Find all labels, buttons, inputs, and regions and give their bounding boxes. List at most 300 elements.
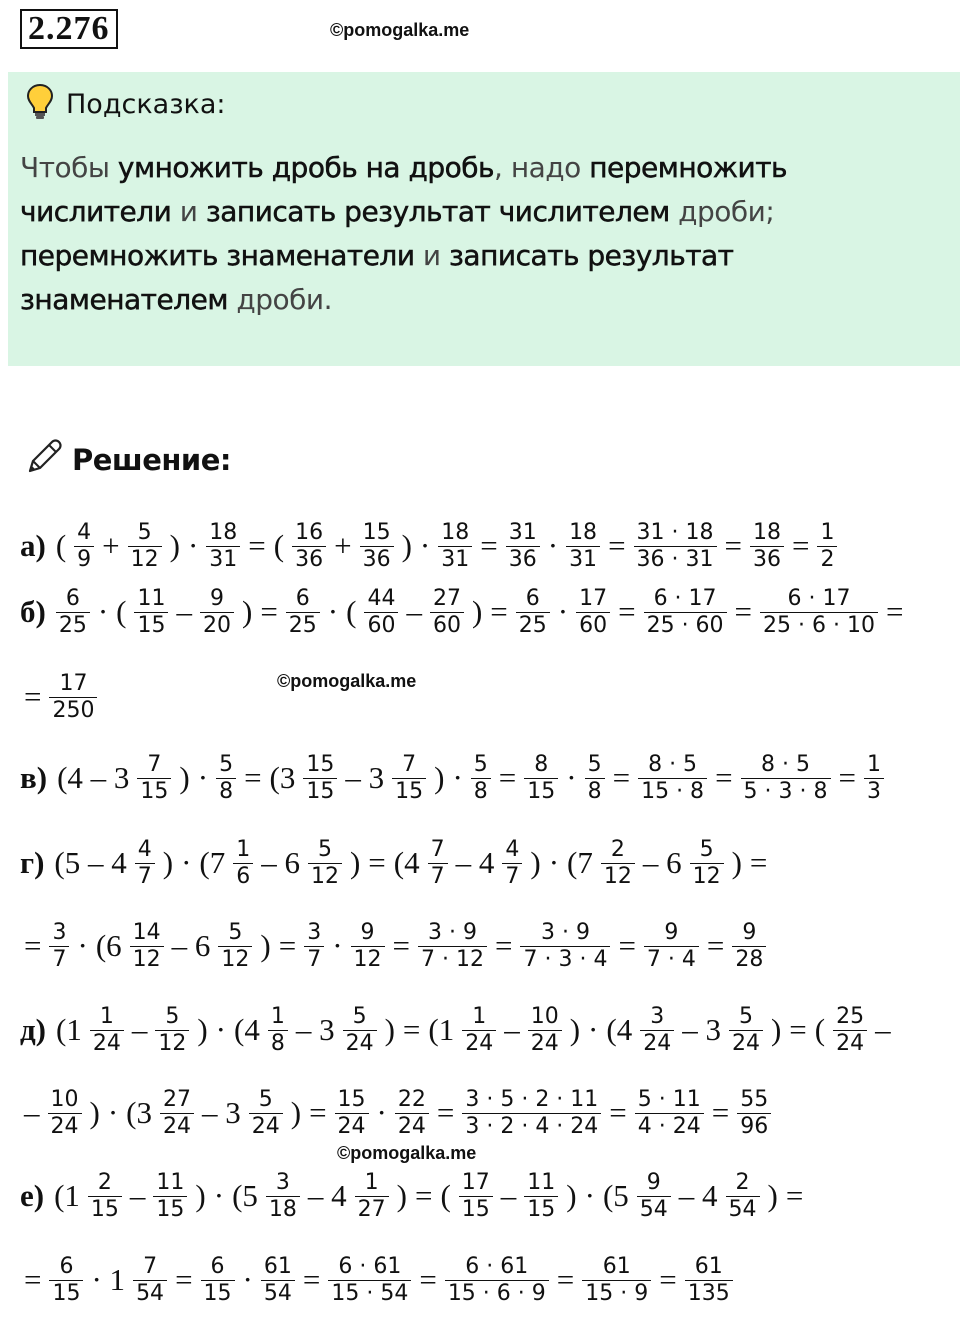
math-token: · [97,594,109,629]
numerator: 8 · 5 [648,751,698,777]
fraction [360,520,394,573]
fraction [49,920,69,973]
math-token: = [402,1012,421,1047]
numerator: 27 [432,585,461,611]
numerator: 6 · 17 [653,585,717,611]
numerator: 17 [579,585,608,611]
denominator: 24 [160,1113,194,1140]
fraction [506,520,540,573]
denominator: 24 [833,1030,867,1057]
math-token: ) [384,1012,395,1047]
denominator: 7 [428,863,448,890]
denominator: 15 · 9 [582,1280,651,1307]
denominator: 25 [56,612,90,639]
numerator: 3 · 9 [540,919,590,945]
math-token: – [24,1095,40,1130]
fraction [135,837,155,890]
numerator: 3 [650,1003,665,1029]
fraction [644,586,727,639]
numerator: 1 [820,519,835,545]
math-token: (4 [393,845,420,880]
numerator: 5 [699,836,714,862]
math-token: · [419,528,431,563]
math-token: ) [349,845,361,880]
denominator: 8 [471,778,491,805]
fraction [292,520,326,573]
fraction [130,920,164,973]
hint-segment: и [171,195,206,228]
math-token: (7 [199,845,226,880]
denominator: 15 [134,612,168,639]
math-token: – 4 [307,1178,347,1213]
numerator: 5 [258,1086,273,1112]
fraction [817,520,837,573]
math-token: · [584,1178,595,1213]
math-token: · 1 [91,1262,126,1297]
solution-line [20,665,101,729]
math-token: = [885,594,904,629]
numerator: 7 [143,1253,158,1279]
math-token: = [785,1178,804,1213]
math-token: = [838,760,856,795]
math-token: – 6 [261,845,300,880]
solution-line [20,580,907,644]
denominator: 24 [462,1030,496,1057]
numerator: 15 [337,1086,366,1112]
math-token: = [302,1262,321,1297]
numerator: 3 · 5 · 2 · 11 [465,1086,599,1112]
fraction [428,837,448,890]
fraction [741,752,831,805]
fraction [566,520,600,573]
numerator: 18 [441,519,470,545]
numerator: 17 [461,1169,490,1195]
numerator: 27 [162,1086,191,1112]
denominator: 9 [74,546,94,573]
fraction [308,837,342,890]
denominator: 15 [137,778,171,805]
math-token: ) [566,1178,577,1213]
numerator: 55 [740,1086,769,1112]
fraction [160,1087,194,1140]
numerator: 5 [473,751,488,777]
fraction [418,920,487,973]
denominator: 24 [249,1113,283,1140]
fraction [528,1004,562,1057]
hint-emphasis: умножить дробь на дробь [117,151,495,184]
math-token: · [213,1178,225,1213]
math-token: – [500,1178,517,1213]
math-token: + [334,528,352,563]
math-token: = [706,928,725,963]
denominator: 15 · 54 [328,1280,411,1307]
denominator: 7 · 3 · 4 [520,946,610,973]
math-token: = [734,594,753,629]
denominator: 3 [864,778,884,805]
math-token: ) [770,1012,782,1047]
denominator: 5 · 3 · 8 [741,778,831,805]
fraction [206,520,240,573]
fraction [90,1004,124,1057]
math-token: · [547,528,559,563]
math-token: = [392,928,411,963]
numerator: 4 [77,519,92,545]
math-token: – 4 [455,845,495,880]
denominator: 7 [49,946,69,973]
numerator: 1 [866,751,881,777]
numerator: 18 [753,519,781,545]
watermark: ©pomogalka.me [337,1143,477,1163]
denominator: 12 [218,946,252,973]
denominator: 15 [153,1196,187,1223]
math-token: = [309,1095,327,1130]
denominator: 6 [233,863,253,890]
denominator: 54 [726,1196,760,1223]
numerator: 9 [360,919,375,945]
denominator: 24 [729,1030,763,1057]
item-label: а) [20,528,46,563]
fraction [218,920,252,973]
solution-line [20,1248,737,1312]
denominator: 36 [750,546,784,573]
numerator: 2 [610,836,625,862]
fraction [201,1254,235,1307]
fraction [261,1254,295,1307]
math-token: ) [401,528,412,563]
math-token: = [244,760,262,795]
math-token: = [260,594,278,629]
fraction [249,1087,283,1140]
lightbulb-icon [26,83,54,125]
math-token: = [715,760,733,795]
math-token: – [406,594,422,629]
math-token: (7 [567,845,593,880]
hint-text [20,146,920,322]
math-token: = [248,528,266,563]
fraction [459,1170,493,1223]
math-token: = [436,1095,455,1130]
fraction [268,1004,288,1057]
math-token: = [480,528,498,563]
denominator: 27 [355,1196,389,1223]
math-token: = [792,528,810,563]
math-token: = [24,928,42,963]
numerator: 31 · 18 [636,519,714,545]
numerator: 5 [317,836,332,862]
numerator: 25 [836,1003,865,1029]
hint-header [26,86,226,122]
fraction [355,1170,389,1223]
fraction [364,586,398,639]
math-token: = [612,760,631,795]
hint-segment: дроби; [669,195,775,228]
fraction [635,1087,704,1140]
fraction [56,586,90,639]
fraction [128,520,162,573]
numerator: 7 [430,836,445,862]
fraction [634,520,717,573]
math-token: = [659,1262,677,1297]
denominator: 15 [459,1196,493,1223]
fraction [502,837,522,890]
solution-line [20,998,895,1062]
fraction [351,920,385,973]
math-token: = [556,1262,575,1297]
numerator: 17 [59,670,88,696]
hint-emphasis: перемножить знаменатели [20,239,415,272]
fraction [471,752,491,805]
math-token: = [175,1262,193,1297]
denominator: 25 · 60 [644,612,727,639]
math-token: (5 – 4 [54,845,127,880]
hint-box [8,72,960,366]
math-token: ( [116,594,127,629]
math-token: = [24,1262,42,1297]
denominator: 60 [576,612,610,639]
math-token: (5 [232,1178,258,1213]
denominator: 24 [528,1030,562,1057]
math-token: (3 [269,760,296,795]
numerator: 6 · 17 [787,585,851,611]
denominator: 12 [690,863,724,890]
math-token: (4 – 3 [57,760,130,795]
math-token: · [197,760,209,795]
numerator: 5 [219,751,234,777]
math-token: (6 [95,928,122,963]
fraction [750,520,784,573]
fraction [328,1254,411,1307]
math-token: = [608,528,626,563]
math-token: – [176,594,192,629]
numerator: 31 [508,519,537,545]
denominator: 15 · 6 · 9 [445,1280,549,1307]
denominator: 60 [430,612,464,639]
hint-segment: , надо [494,151,590,184]
math-token: = [618,928,636,963]
denominator: 20 [200,612,234,639]
numerator: 6 [295,585,310,611]
numerator: 3 · 9 [428,919,477,945]
math-token: = [24,679,42,714]
denominator: 54 [261,1280,295,1307]
math-token: = [618,594,636,629]
math-token: = [490,594,508,629]
math-token: · [452,760,463,795]
numerator: 14 [132,919,161,945]
math-token: – [129,1178,146,1213]
math-token: ) [530,845,541,880]
fraction [74,520,94,573]
denominator: 7 [304,946,324,973]
math-token: ) [195,1178,206,1213]
denominator: 15 · 8 [638,778,707,805]
denominator: 15 [201,1280,235,1307]
math-token: = [789,1012,807,1047]
math-token: ( [346,594,357,629]
math-token: ( [814,1012,826,1047]
math-token: · [332,928,343,963]
math-token: – [131,1012,148,1047]
numerator: 9 [646,1169,661,1195]
numerator: 10 [530,1003,559,1029]
fraction [48,1087,82,1140]
fraction [685,1254,733,1307]
denominator: 135 [685,1280,733,1307]
hint-segment: и [414,239,450,272]
fraction [833,1004,867,1057]
numerator: 3 [307,919,322,945]
denominator: 15 [392,778,426,805]
solution-header [22,435,231,485]
numerator: 7 [147,751,162,777]
numerator: 11 [527,1169,556,1195]
numerator: 11 [137,585,166,611]
math-token: ) [731,845,742,880]
fraction [690,837,724,890]
math-token: = [609,1095,627,1130]
fraction [343,1004,377,1057]
denominator: 36 [506,546,540,573]
fraction [864,752,884,805]
solution-line [20,1081,775,1145]
numerator: 61 [602,1253,631,1279]
denominator: 31 [438,546,472,573]
denominator: 36 [360,546,394,573]
denominator: 24 [90,1030,124,1057]
math-token: · [242,1262,253,1297]
math-token: ( [55,528,67,563]
denominator: 54 [133,1280,167,1307]
denominator: 24 [48,1113,82,1140]
math-token: ) [290,1095,302,1130]
fraction [737,1087,771,1140]
math-token: ) [241,594,253,629]
denominator: 7 · 4 [644,946,699,973]
math-token: = [419,1262,437,1297]
numerator: 18 [209,519,238,545]
math-token: = [278,928,297,963]
numerator: 8 [534,751,549,777]
fraction [395,1087,429,1140]
fraction [155,1004,189,1057]
math-token: · [327,594,339,629]
numerator: 9 [664,919,679,945]
math-token: · [215,1012,226,1047]
math-token: – 3 [682,1012,721,1047]
solution-line [20,914,770,978]
numerator: 1 [236,836,251,862]
fraction [524,752,558,805]
denominator: 31 [566,546,600,573]
fraction [133,1254,167,1307]
numerator: 9 [209,585,224,611]
denominator: 12 [155,1030,189,1057]
fraction [637,1170,671,1223]
math-token: + [102,528,120,563]
solution-title: Решение: [72,443,232,477]
math-token: = [498,760,517,795]
denominator: 25 · 6 · 10 [760,612,878,639]
fraction [726,1170,760,1223]
numerator: 5 [165,1003,180,1029]
fraction [303,752,337,805]
numerator: 15 [306,751,335,777]
math-token: · [557,594,569,629]
denominator: 12 [130,946,164,973]
numerator: 44 [367,585,396,611]
denominator: 24 [343,1030,377,1057]
fraction [153,1170,187,1223]
math-token: (5 [602,1178,629,1213]
denominator: 12 [128,546,162,573]
denominator: 15 [88,1196,122,1223]
fraction [462,1004,496,1057]
fraction [585,752,605,805]
fraction [601,837,635,890]
math-token: = [414,1178,433,1213]
hint-title: Подсказка: [66,88,226,120]
denominator: 25 [286,612,320,639]
math-token: = [368,845,386,880]
denominator: 15 [524,1196,558,1223]
numerator: 4 [505,836,520,862]
numerator: 6 [525,585,540,611]
fraction [732,920,766,973]
math-token: ) [767,1178,778,1213]
denominator: 250 [49,697,97,724]
numerator: 10 [50,1086,79,1112]
denominator: 25 [516,612,550,639]
fraction [644,920,699,973]
solution-line [20,831,771,895]
numerator: 15 [362,519,391,545]
numerator: 8 · 5 [761,751,811,777]
denominator: 24 [335,1113,369,1140]
denominator: 3 · 2 · 4 · 24 [462,1113,601,1140]
numerator: 16 [295,519,324,545]
math-token: – 3 [295,1012,335,1047]
numerator: 5 [587,751,602,777]
numerator: 6 · 61 [465,1253,529,1279]
fraction [134,586,168,639]
numerator: 6 [65,585,80,611]
math-token: (1 [428,1012,455,1047]
math-token: · [588,1012,599,1047]
numerator: 61 [694,1253,723,1279]
fraction [520,920,610,973]
numerator: 3 [52,919,67,945]
item-label: д) [20,1012,47,1047]
denominator: 8 [216,778,236,805]
fraction [49,671,97,724]
denominator: 60 [364,612,398,639]
fraction [88,1170,122,1223]
fraction [200,586,234,639]
numerator: 22 [397,1086,426,1112]
math-token: = [711,1095,730,1130]
math-token: ( [273,528,285,563]
math-token: · [376,1095,387,1130]
hint-emphasis: записать результат числителем [205,195,670,228]
denominator: 15 [49,1280,83,1307]
math-token: ) [179,760,190,795]
fraction [137,752,171,805]
fraction [640,1004,674,1057]
denominator: 2 [817,546,837,573]
numerator: 6 · 61 [338,1253,402,1279]
math-token: · [107,1095,119,1130]
denominator: 15 [303,778,337,805]
